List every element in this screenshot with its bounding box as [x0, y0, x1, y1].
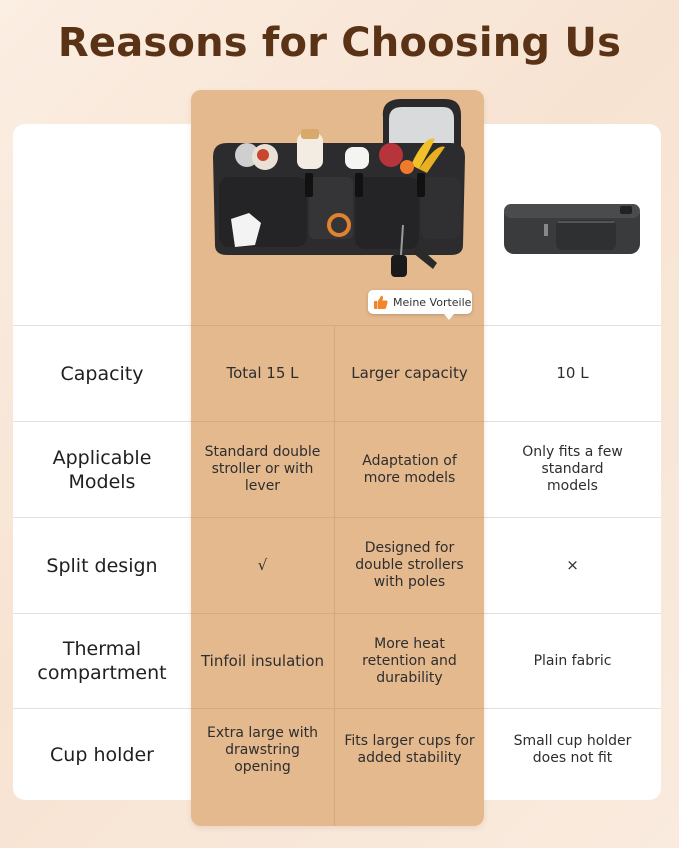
competitor-organizer-image	[500, 196, 648, 262]
row-label-thermal-compartment: Thermal compartment	[37, 638, 167, 684]
competitor-models-value: Only fits a few standard models	[522, 444, 623, 494]
ours-capacity-value: Total 15 L	[226, 364, 299, 382]
ours-cup-value: Extra large with drawstring opening	[206, 724, 319, 775]
thumbs-up-icon	[374, 295, 388, 309]
ours-split-value: √	[257, 556, 268, 574]
ours-cup-note: Fits larger cups for added stability	[344, 733, 475, 766]
competitor-thermal-value: Plain fabric	[533, 652, 612, 669]
competitor-cup-value: Small cup holder does not fit	[513, 733, 632, 766]
row-label-split-design: Split design	[46, 554, 158, 577]
ours-split-note: Designed for double strollers with poles	[355, 540, 464, 590]
advantages-badge-label: Meine Vorteile	[393, 295, 472, 309]
ours-thermal-value: Tinfoil insulation	[200, 651, 325, 670]
ours-thermal-note: More heat retention and durability	[362, 635, 457, 686]
row-label-capacity: Capacity	[60, 362, 144, 385]
ours-models-note: Adaptation of more models	[362, 452, 457, 486]
row-label-applicable-models: Applicable Models	[52, 446, 152, 493]
ours-capacity-note: Larger capacity	[351, 364, 468, 382]
competitor-capacity-value: 10 L	[556, 364, 589, 382]
advantages-badge	[368, 290, 472, 314]
ours-models-value: Standard double stroller or with lever	[204, 444, 321, 494]
competitor-split-value: ×	[566, 556, 579, 574]
our-organizer-image	[205, 95, 475, 290]
row-label-cup-holder: Cup holder	[50, 743, 154, 766]
page-title: Reasons for Choosing Us	[57, 20, 622, 66]
